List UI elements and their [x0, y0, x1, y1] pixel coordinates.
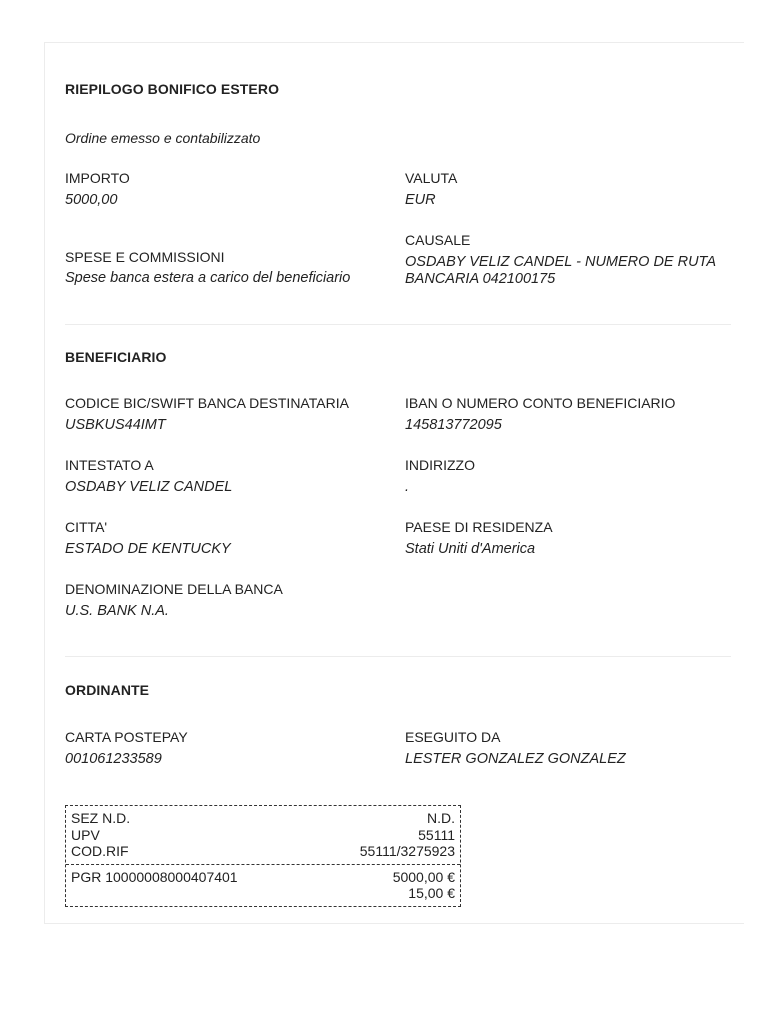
iban-value: 145813772095	[405, 417, 502, 433]
section-divider	[65, 324, 731, 325]
transfer-summary-card	[44, 42, 744, 924]
ordinante-title: ORDINANTE	[65, 682, 150, 698]
causale-value	[405, 254, 740, 288]
sez-value: N.D.	[427, 810, 455, 826]
eseguito-label: ESEGUITO DA	[405, 729, 501, 745]
upv-value: 55111	[418, 826, 455, 843]
receipt-row	[71, 885, 455, 902]
receipt-row	[71, 869, 455, 886]
order-status: Ordine emesso e contabilizzato	[65, 130, 261, 146]
citta-value: ESTADO DE KENTUCKY	[65, 541, 231, 557]
pgr-label: PGR 10000008000407401	[71, 868, 238, 885]
causale-value-line2: BANCARIA 042100175	[405, 271, 556, 287]
fee-value: 15,00 €	[408, 885, 455, 901]
indirizzo-label: INDIRIZZO	[405, 457, 475, 473]
receipt-row	[71, 827, 455, 844]
eseguito-value: LESTER GONZALEZ GONZALEZ	[405, 751, 626, 767]
intestato-label: INTESTATO A	[65, 457, 154, 473]
receipt-header-section	[66, 806, 460, 864]
codrif-value: 55111/3275923	[359, 843, 455, 859]
beneficiario-title: BENEFICIARIO	[65, 349, 167, 365]
importo-value: 5000,00	[65, 192, 118, 208]
intestato-value: OSDABY VELIZ CANDEL	[65, 479, 233, 495]
banca-label: DENOMINAZIONE DELLA BANCA	[65, 581, 283, 597]
sez-label: SEZ N.D.	[71, 810, 131, 826]
banca-value: U.S. BANK N.A.	[65, 603, 169, 619]
receipt-amount-section	[66, 864, 460, 906]
citta-label: CITTA'	[65, 519, 108, 535]
receipt-box	[65, 805, 461, 907]
bic-label: CODICE BIC/SWIFT BANCA DESTINATARIA	[65, 395, 349, 411]
spese-label: SPESE E COMMISSIONI	[65, 249, 225, 265]
causale-value-line1: OSDABY VELIZ CANDEL - NUMERO DE RUTA	[405, 254, 717, 270]
upv-label: UPV	[71, 826, 100, 843]
valuta-label: VALUTA	[405, 170, 458, 186]
bic-value: USBKUS44IMT	[65, 417, 166, 433]
receipt-row	[71, 810, 455, 827]
importo-label: IMPORTO	[65, 170, 130, 186]
codrif-label: COD.RIF	[71, 843, 129, 859]
carta-label: CARTA POSTEPAY	[65, 729, 188, 745]
paese-value: Stati Uniti d'America	[405, 541, 536, 557]
spese-value: Spese banca estera a carico del beneficiario	[65, 270, 351, 286]
valuta-value: EUR	[405, 192, 436, 208]
section-divider	[65, 656, 731, 657]
iban-label: IBAN O NUMERO CONTO BENEFICIARIO	[405, 395, 676, 411]
paese-label: PAESE DI RESIDENZA	[405, 519, 553, 535]
receipt-row	[71, 843, 455, 860]
amount-value: 5000,00 €	[392, 868, 455, 885]
summary-title: RIEPILOGO BONIFICO ESTERO	[65, 81, 280, 97]
indirizzo-value: .	[405, 479, 410, 495]
causale-label: CAUSALE	[405, 232, 471, 248]
carta-value: 001061233589	[65, 751, 162, 767]
